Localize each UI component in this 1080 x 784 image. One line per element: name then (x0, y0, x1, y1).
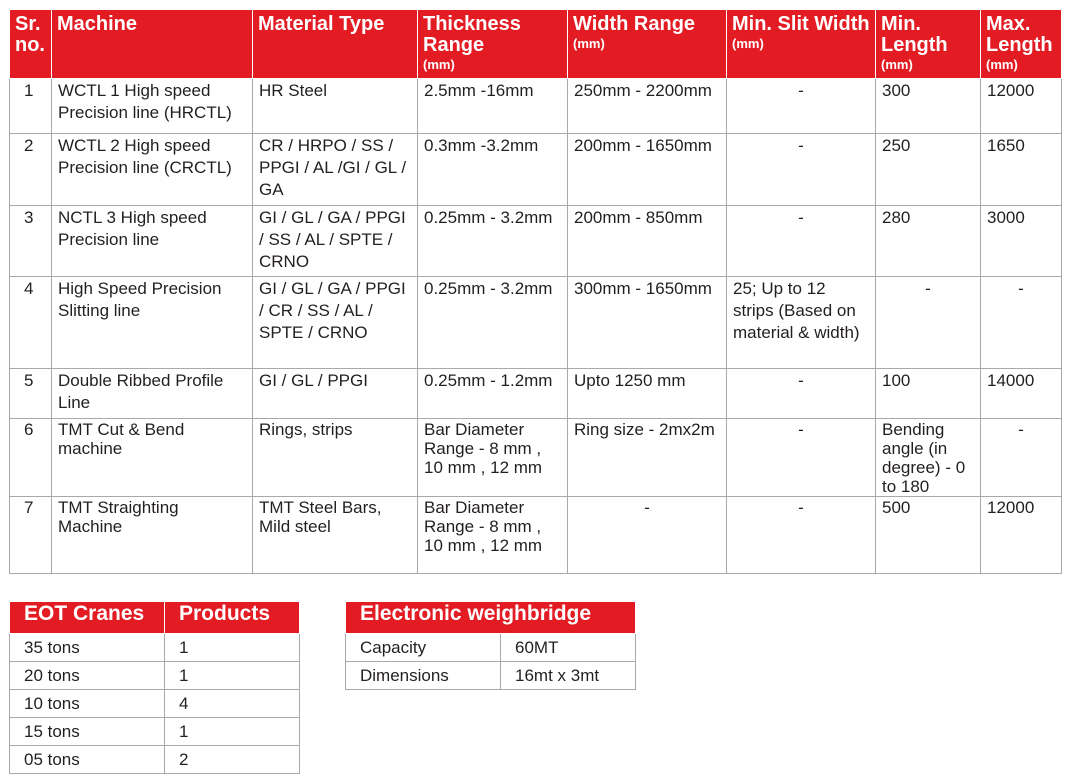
cell-max-length: 12000 (981, 497, 1062, 574)
cell-crane: 10 tons (10, 690, 165, 718)
cell-value: 16mt x 3mt (501, 662, 636, 690)
table-row (10, 369, 1062, 419)
cell-products: 2 (165, 746, 300, 774)
header-weighbridge: Electronic weighbridge (346, 602, 636, 634)
table-row (10, 419, 1062, 497)
table-row (346, 662, 636, 690)
table-row (10, 690, 300, 718)
header-products: Products (165, 602, 300, 634)
cell-slit: - (727, 206, 876, 277)
cell-machine: WCTL 2 High speed Precision line (CRCTL) (52, 134, 253, 206)
cell-label: Capacity (346, 634, 501, 662)
cell-thickness: 0.3mm -3.2mm (418, 134, 568, 206)
cell-value: 60MT (501, 634, 636, 662)
cell-slit: - (727, 134, 876, 206)
header-sr-no: Sr. no. (10, 10, 52, 79)
table-row (10, 134, 1062, 206)
cell-width: 250mm - 2200mm (568, 79, 727, 134)
weighbridge-table (345, 601, 636, 690)
cell-slit: 25; Up to 12 strips (Based on material & width) (727, 277, 876, 369)
cell-width: Ring size - 2mx2m (568, 419, 727, 497)
header-material-type: Material Type (253, 10, 418, 79)
header-width-range: Width Range (mm) (568, 10, 727, 79)
cell-crane: 05 tons (10, 746, 165, 774)
cell-slit: - (727, 497, 876, 574)
table-row (10, 79, 1062, 134)
cell-min-length: 100 (876, 369, 981, 419)
cell-max-length: - (981, 419, 1062, 497)
cell-sr: 7 (10, 497, 52, 574)
header-row (10, 10, 1062, 79)
cell-width: Upto 1250 mm (568, 369, 727, 419)
header-thickness-range: Thickness Range (mm) (418, 10, 568, 79)
cell-min-length: Bending angle (in degree) - 0 to 180 (876, 419, 981, 497)
cell-material: GI / GL / GA / PPGI / SS / AL / SPTE / CRNO (253, 206, 418, 277)
cell-slit: - (727, 369, 876, 419)
table-row (10, 277, 1062, 369)
cell-machine: TMT Straighting Machine (52, 497, 253, 574)
header-max-length: Max. Length (mm) (981, 10, 1062, 79)
cell-sr: 2 (10, 134, 52, 206)
cell-crane: 35 tons (10, 634, 165, 662)
cell-slit: - (727, 79, 876, 134)
cell-max-length: 14000 (981, 369, 1062, 419)
cell-max-length: 1650 (981, 134, 1062, 206)
cell-min-length: 250 (876, 134, 981, 206)
header-min-length: Min. Length (mm) (876, 10, 981, 79)
header-row (346, 602, 636, 634)
header-min-slit-width: Min. Slit Width (mm) (727, 10, 876, 79)
cell-machine: TMT Cut & Bend machine (52, 419, 253, 497)
cell-thickness: Bar Diameter Range - 8 mm , 10 mm , 12 mm (418, 419, 568, 497)
cell-slit: - (727, 419, 876, 497)
header-eot-cranes: EOT Cranes (10, 602, 165, 634)
cell-min-length: 280 (876, 206, 981, 277)
cell-machine: High Speed Precision Slitting line (52, 277, 253, 369)
header-machine: Machine (52, 10, 253, 79)
table-row (10, 662, 300, 690)
cell-machine: NCTL 3 High speed Precision line (52, 206, 253, 277)
cell-sr: 6 (10, 419, 52, 497)
cell-crane: 15 tons (10, 718, 165, 746)
cell-material: Rings, strips (253, 419, 418, 497)
cell-sr: 5 (10, 369, 52, 419)
cell-sr: 4 (10, 277, 52, 369)
cell-min-length: 300 (876, 79, 981, 134)
cell-thickness: Bar Diameter Range - 8 mm , 10 mm , 12 mm (418, 497, 568, 574)
cell-machine: Double Ribbed Profile Line (52, 369, 253, 419)
machine-table (9, 9, 1062, 574)
cell-thickness: 0.25mm - 3.2mm (418, 277, 568, 369)
cell-machine: WCTL 1 High speed Precision line (HRCTL) (52, 79, 253, 134)
cell-width: 200mm - 850mm (568, 206, 727, 277)
cell-thickness: 0.25mm - 1.2mm (418, 369, 568, 419)
cell-material: CR / HRPO / SS / PPGI / AL /GI / GL / GA (253, 134, 418, 206)
cell-thickness: 0.25mm - 3.2mm (418, 206, 568, 277)
table-row (10, 497, 1062, 574)
cell-min-length: 500 (876, 497, 981, 574)
cell-material: HR Steel (253, 79, 418, 134)
cell-min-length: - (876, 277, 981, 369)
cell-width: 300mm - 1650mm (568, 277, 727, 369)
cell-max-length: 3000 (981, 206, 1062, 277)
cell-max-length: - (981, 277, 1062, 369)
cell-width: 200mm - 1650mm (568, 134, 727, 206)
cell-material: TMT Steel Bars, Mild steel (253, 497, 418, 574)
table-row (10, 746, 300, 774)
cell-products: 1 (165, 634, 300, 662)
cell-sr: 1 (10, 79, 52, 134)
cell-thickness: 2.5mm -16mm (418, 79, 568, 134)
cell-crane: 20 tons (10, 662, 165, 690)
table-row (10, 718, 300, 746)
eot-cranes-table (9, 601, 300, 774)
cell-max-length: 12000 (981, 79, 1062, 134)
cell-products: 4 (165, 690, 300, 718)
cell-label: Dimensions (346, 662, 501, 690)
table-row (346, 634, 636, 662)
cell-products: 1 (165, 662, 300, 690)
table-row (10, 206, 1062, 277)
cell-products: 1 (165, 718, 300, 746)
cell-material: GI / GL / PPGI (253, 369, 418, 419)
cell-sr: 3 (10, 206, 52, 277)
header-row (10, 602, 300, 634)
table-row (10, 634, 300, 662)
cell-width: - (568, 497, 727, 574)
cell-material: GI / GL / GA / PPGI / CR / SS / AL / SPTE / CRNO (253, 277, 418, 369)
